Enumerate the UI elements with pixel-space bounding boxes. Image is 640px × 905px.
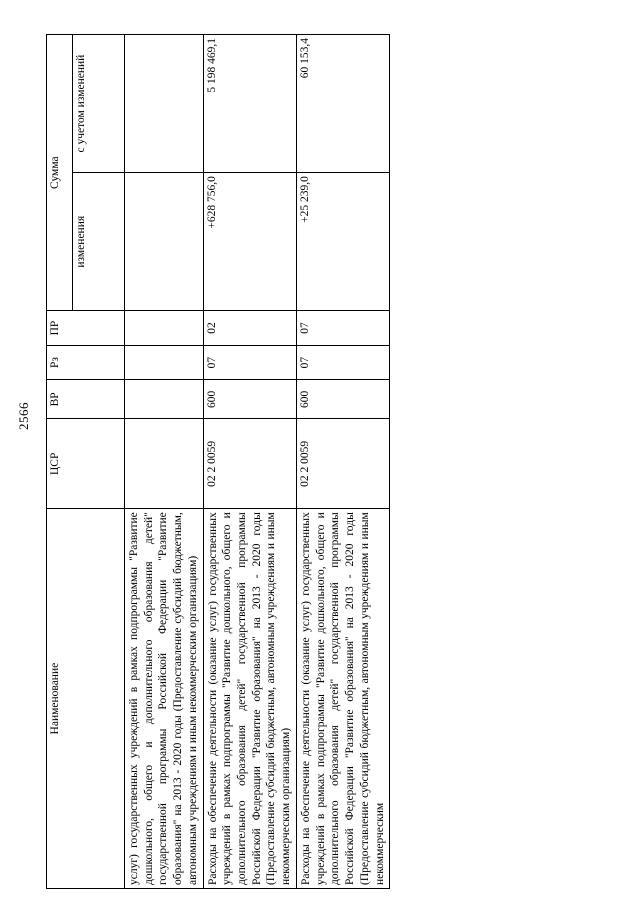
cell-rz	[125, 345, 204, 380]
header-cell-csr: ЦСР	[47, 419, 125, 509]
header-cell-name: Наименование	[47, 509, 125, 889]
table-row	[125, 35, 204, 889]
cell-rz: 07	[203, 345, 296, 380]
cell-rz: 07	[296, 345, 389, 380]
cell-pr: 07	[296, 311, 389, 346]
cell-changes: +628 756,0	[203, 173, 296, 311]
cell-pr: 02	[203, 311, 296, 346]
page-number: 2566	[16, 402, 31, 430]
cell-with-changes: 5 198 469,1	[203, 35, 296, 173]
cell-csr: 02 2 0059	[203, 419, 296, 509]
cell-vr: 600	[203, 380, 296, 419]
cell-vr: 600	[296, 380, 389, 419]
header-cell-with-changes: с учетом изменений	[73, 35, 125, 173]
table-header	[47, 35, 125, 889]
header-cell-changes: изменения	[73, 173, 125, 311]
table-header-row-group	[47, 35, 73, 889]
cell-pr	[125, 311, 204, 346]
table-row	[203, 35, 296, 889]
cell-with-changes	[125, 35, 204, 173]
cell-changes	[125, 173, 204, 311]
header-cell-sum: Сумма	[47, 35, 73, 311]
header-cell-pr: ПР	[47, 311, 125, 346]
header-cell-vr: ВР	[47, 380, 125, 419]
table-body	[125, 35, 390, 889]
rotated-table-wrapper	[46, 34, 591, 889]
cell-csr: 02 2 0059	[296, 419, 389, 509]
budget-changes-table	[46, 34, 390, 889]
cell-csr	[125, 419, 204, 509]
cell-name: Расходы на обеспечение деятельности (оказание услуг) государственных учреждений в рамках подпрограммы "Развитие дошкольного, общего и дополнительного образования детей" государственной программы Российской Федерации "Развитие образования" на 2013 - 2020 годы (Предоставление субсидий бюджетным, автономным учреждениям и иным некоммерческим организациям)	[203, 509, 296, 889]
cell-vr	[125, 380, 204, 419]
header-cell-rz: Рз	[47, 345, 125, 380]
cell-changes: +25 239,0	[296, 173, 389, 311]
cell-name: услуг) государственных учреждений в рамках подпрограммы "Развитие дошкольного, общего и дополнительного образования детей" государственной программы Российской Федерации "Развитие образования" на 2013 - 2020 годы (Предоставление субсидий бюджетным, автономным учреждениям и иным некоммерческим организациям)	[125, 509, 204, 889]
cell-with-changes: 60 153,4	[296, 35, 389, 173]
cell-name: Расходы на обеспечение деятельности (оказание услуг) государственных учреждений в рамках подпрограммы "Развитие дошкольного, общего и дополнительного образования детей" государственной программы Российской Федерации "Развитие образования" на 2013 - 2020 годы (Предоставление субсидий бюджетным, автономным учреждениям и иным некоммерческим	[296, 509, 389, 889]
table-row	[296, 35, 389, 889]
